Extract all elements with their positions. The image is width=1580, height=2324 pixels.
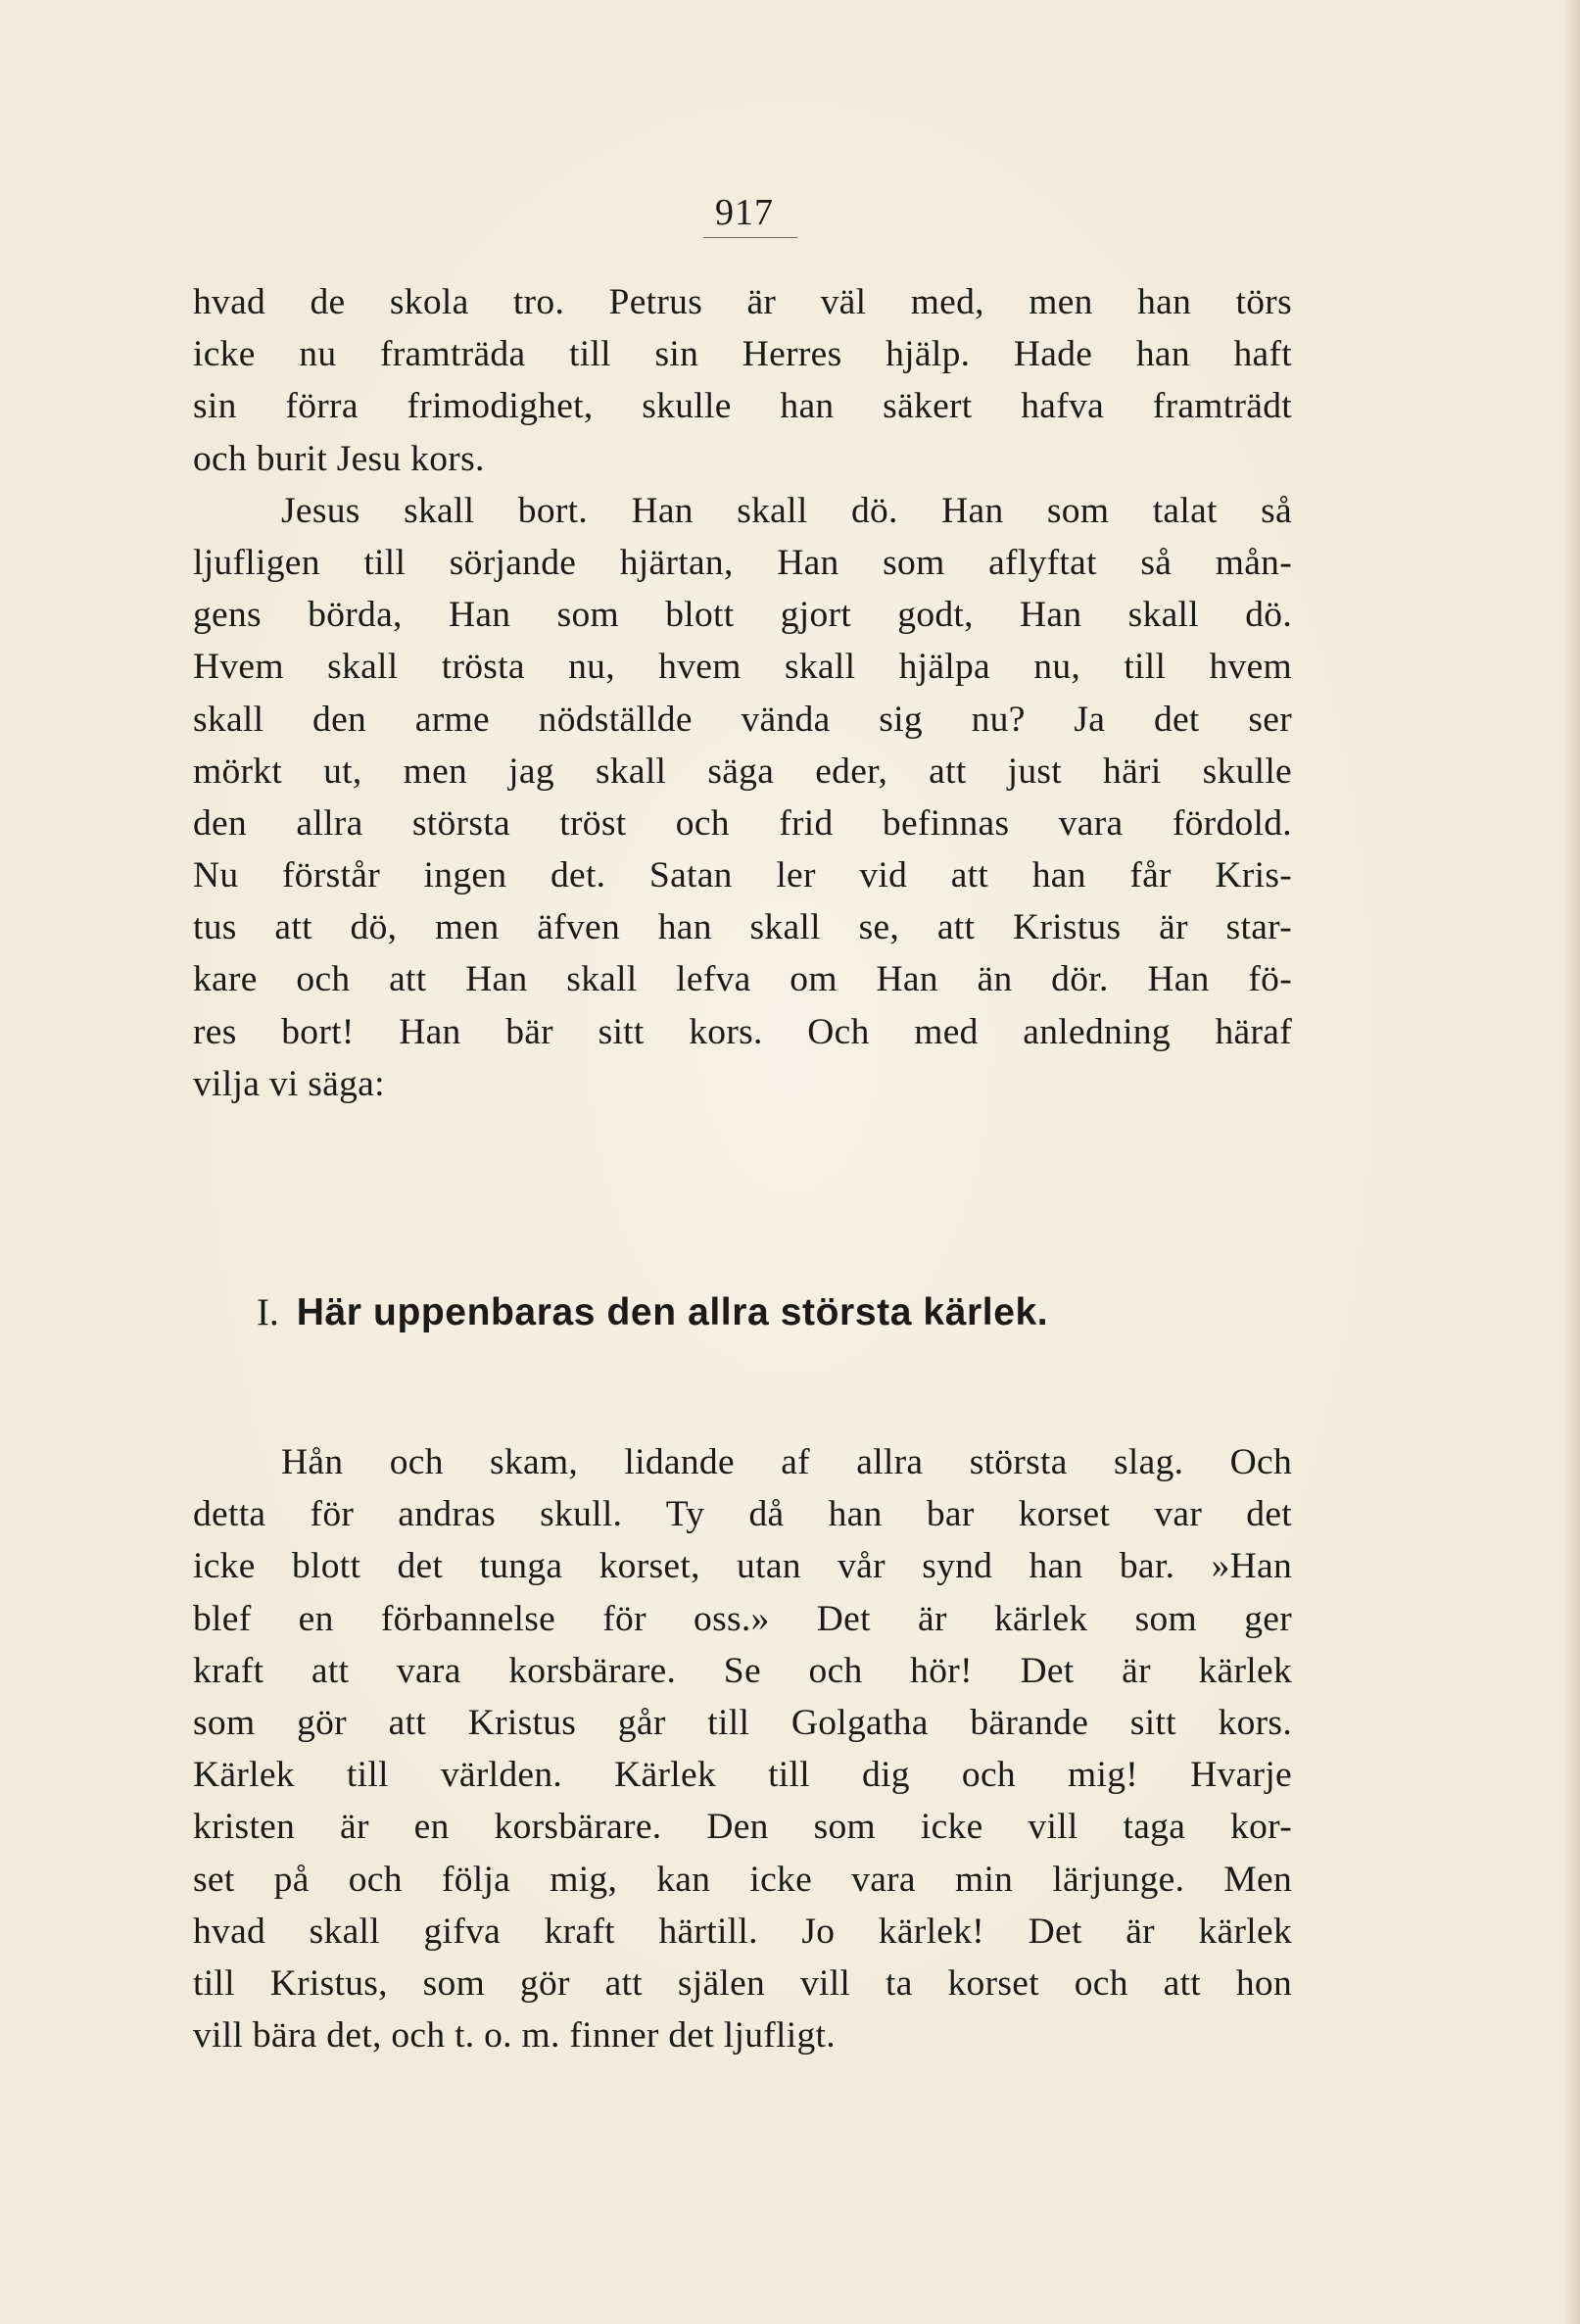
text-block-upper <box>193 276 1292 1110</box>
paragraph-2-line: mörkt ut, men jag skall säga eder, att just häri skulle <box>193 750 1292 792</box>
paragraph-2-line: skall den arme nödställde vända sig nu? Ja det ser <box>193 699 1292 740</box>
page-number: 917 <box>715 192 774 233</box>
paragraph-2-line: vilja vi säga: <box>193 1063 385 1104</box>
paragraph-3-line: Kärlek till världen. Kärlek till dig och mig! Hvarje <box>193 1755 1292 1796</box>
section-heading-numeral: I. <box>257 1291 279 1333</box>
paragraph-2-line: Jesus skall bort. Han skall dö. Han som talat så <box>281 490 1292 531</box>
paragraph-2-line: den allra största tröst och frid befinnas vara fördold. <box>193 802 1292 844</box>
paragraph-1-line: hvad de skola tro. Petrus är väl med, men han törs <box>193 282 1292 322</box>
paragraph-2-line: gens börda, Han som blott gjort godt, Han skall dö. <box>193 595 1292 636</box>
section-heading <box>257 1285 1048 1340</box>
section-heading-text: Här uppenbaras den allra största kärlek. <box>296 1291 1049 1333</box>
paragraph-2-line: Hvem skall trösta nu, hvem skall hjälpa nu, till hvem <box>193 647 1292 688</box>
paragraph-3-line: hvad skall gifva kraft härtill. Jo kärlek! Det är kärlek <box>193 1911 1292 1952</box>
paragraph-3-line: set på och följa mig, kan icke vara min lärjunge. Men <box>193 1859 1292 1900</box>
paragraph-3-line: Hån och skam, lidande af allra största slag. Och <box>281 1442 1292 1482</box>
paragraph-1-line: icke nu framträda till sin Herres hjälp. Hade han haft <box>193 334 1292 375</box>
paragraph-2-line: Nu förstår ingen det. Satan ler vid att han får Kris- <box>193 855 1292 896</box>
paragraph-2-line: tus att dö, men äfven han skall se, att Kristus är star- <box>193 907 1292 948</box>
paragraph-2-line: res bort! Han bär sitt kors. Och med anledning häraf <box>193 1011 1292 1052</box>
paragraph-3-line: som gör att Kristus går till Golgatha bärande sitt kors. <box>193 1702 1292 1743</box>
paragraph-2-line: ljufligen till sörjande hjärtan, Han som aflyftat så mån- <box>193 542 1292 583</box>
paragraph-3-line: till Kristus, som gör att själen vill ta korset och att hon <box>193 1962 1292 2004</box>
page-edge-shadow <box>1566 0 1580 2324</box>
page-number-rule <box>703 237 797 238</box>
paragraph-1-line: sin förra frimodighet, skulle han säkert hafva framträdt <box>193 386 1292 427</box>
paragraph-1-line: och burit Jesu kors. <box>193 438 485 479</box>
paragraph-2-line: kare och att Han skall lefva om Han än dör. Han fö- <box>193 959 1292 1000</box>
paragraph-3-line: icke blott det tunga korset, utan vår synd han bar. »Han <box>193 1546 1292 1587</box>
paragraph-3-line: vill bära det, och t. o. m. finner det ljufligt. <box>193 2015 836 2057</box>
paragraph-3-line: blef en förbannelse för oss.» Det är kärlek som ger <box>193 1598 1292 1639</box>
paragraph-3-line: detta för andras skull. Ty då han bar korset var det <box>193 1494 1292 1535</box>
paragraph-3-line: kraft att vara korsbärare. Se och hör! Det är kärlek <box>193 1650 1292 1691</box>
paragraph-3-line: kristen är en korsbärare. Den som icke vill taga kor- <box>193 1807 1292 1848</box>
text-block-lower <box>193 1436 1292 2061</box>
